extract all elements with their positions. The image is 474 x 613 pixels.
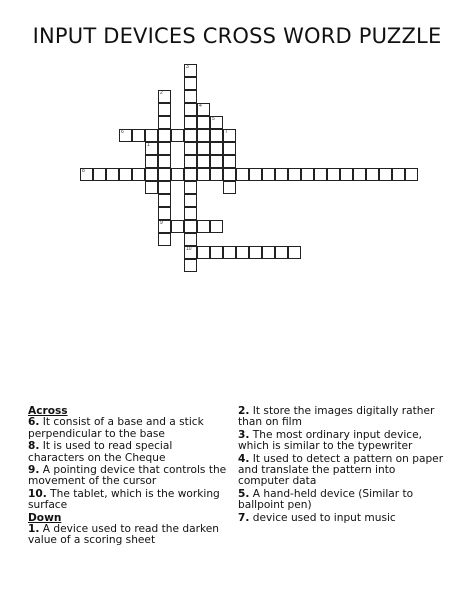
grid-cell xyxy=(145,168,158,181)
clues-column-left xyxy=(28,406,228,548)
clue-across-6: 6. It consist of a base and a stick perpendicular to the base xyxy=(28,416,204,440)
grid-cell xyxy=(171,220,184,233)
grid-cell xyxy=(197,220,210,233)
grid-cell xyxy=(197,129,210,142)
grid-cell xyxy=(210,220,223,233)
cell-number: 8 xyxy=(82,168,85,174)
grid-cell xyxy=(145,181,158,194)
grid-cell xyxy=(314,168,327,181)
grid-cell xyxy=(184,155,197,168)
grid-cell xyxy=(171,129,184,142)
grid-cell xyxy=(210,116,223,129)
grid-cell xyxy=(210,168,223,181)
grid-cell xyxy=(210,155,223,168)
grid-cell xyxy=(158,90,171,103)
grid-cell xyxy=(184,181,197,194)
grid-cell xyxy=(223,129,236,142)
grid-cell xyxy=(184,77,197,90)
grid-cell xyxy=(93,168,106,181)
grid-cell xyxy=(158,142,171,155)
grid-cell xyxy=(145,129,158,142)
grid-cell xyxy=(158,116,171,129)
grid-cell xyxy=(379,168,392,181)
grid-cell xyxy=(145,142,158,155)
grid-cell xyxy=(184,103,197,116)
grid-cell xyxy=(119,129,132,142)
grid-cell xyxy=(288,168,301,181)
grid-cell xyxy=(236,246,249,259)
grid-cell xyxy=(223,142,236,155)
clue-across-10: 10. The tablet, which is the working surface xyxy=(28,487,220,512)
grid-cell xyxy=(223,155,236,168)
grid-cell xyxy=(80,168,93,181)
grid-cell xyxy=(132,129,145,142)
grid-cell xyxy=(158,194,171,207)
grid-cell xyxy=(132,168,145,181)
grid-cell xyxy=(184,142,197,155)
grid-cell xyxy=(158,129,171,142)
grid-cell xyxy=(275,246,288,259)
grid-cell xyxy=(158,207,171,220)
grid-cell xyxy=(340,168,353,181)
grid-cell xyxy=(184,220,197,233)
cell-number: 9 xyxy=(160,220,163,226)
across-heading: Across xyxy=(28,405,68,417)
grid-cell xyxy=(197,168,210,181)
cell-number: 3 xyxy=(186,64,189,70)
grid-cell xyxy=(210,129,223,142)
cell-number: 4 xyxy=(199,103,202,109)
grid-cell xyxy=(158,103,171,116)
grid-cell xyxy=(184,64,197,77)
clue-across-9: 9. A pointing device that controls the movement of the cursor xyxy=(28,464,227,488)
cell-number: 1 xyxy=(147,142,150,148)
grid-cell xyxy=(223,246,236,259)
grid-cell xyxy=(197,155,210,168)
clues-column-right xyxy=(238,406,448,525)
clue-down-3: 3. The most ordinary input device, which is similar to the typewriter xyxy=(238,428,422,453)
clue-across-8: 8. It is used to read special characters on the Cheque xyxy=(28,440,173,464)
grid-cell xyxy=(223,181,236,194)
grid-cell xyxy=(184,233,197,246)
grid-cell xyxy=(249,168,262,181)
clue-down-2: 2. It store the images digitally rather than on film xyxy=(238,405,435,429)
clue-down-7: 7. device used to input music xyxy=(238,511,396,524)
grid-cell xyxy=(262,168,275,181)
cell-number: 7 xyxy=(225,129,228,135)
grid-cell xyxy=(197,142,210,155)
grid-cell xyxy=(288,246,301,259)
clue-down-5: 5. A hand-held device (Similar to ballpoint pen) xyxy=(238,487,414,512)
down-heading: Down xyxy=(28,511,62,524)
grid-cell xyxy=(184,207,197,220)
grid-cell xyxy=(158,220,171,233)
grid-cell xyxy=(210,142,223,155)
grid-cell xyxy=(184,129,197,142)
clue-down-4: 4. It used to detect a pattern on paper and translate the pattern into computer data xyxy=(238,452,444,488)
grid-cell xyxy=(249,246,262,259)
grid-cell xyxy=(327,168,340,181)
clue-down-1: 1. A device used to read the darken value of a scoring sheet xyxy=(28,523,219,547)
grid-cell xyxy=(262,246,275,259)
cell-number: 5 xyxy=(212,116,215,122)
grid-cell xyxy=(119,168,132,181)
grid-cell xyxy=(236,168,249,181)
grid-cell xyxy=(158,155,171,168)
grid-cell xyxy=(197,246,210,259)
grid-cell xyxy=(366,168,379,181)
grid-cell xyxy=(223,168,236,181)
grid-cell xyxy=(158,168,171,181)
grid-cell xyxy=(184,116,197,129)
grid-cell xyxy=(197,103,210,116)
grid-cell xyxy=(158,181,171,194)
grid-cell xyxy=(145,155,158,168)
grid-cell xyxy=(353,168,366,181)
cell-number: 2 xyxy=(160,90,163,96)
grid-cell xyxy=(106,168,119,181)
grid-cell xyxy=(301,168,314,181)
grid-cell xyxy=(184,194,197,207)
grid-cell xyxy=(171,168,184,181)
grid-cell xyxy=(275,168,288,181)
grid-cell xyxy=(392,168,405,181)
grid-cell xyxy=(184,90,197,103)
grid-cell xyxy=(197,116,210,129)
grid-cell xyxy=(210,246,223,259)
grid-cell xyxy=(405,168,418,181)
grid-cell xyxy=(158,233,171,246)
cell-number: 10 xyxy=(186,246,192,252)
grid-cell xyxy=(184,168,197,181)
grid-cell xyxy=(184,259,197,272)
grid-cell xyxy=(184,246,197,259)
cell-number: 6 xyxy=(121,129,124,135)
puzzle-title: INPUT DEVICES CROSS WORD PUZZLE xyxy=(32,24,442,48)
